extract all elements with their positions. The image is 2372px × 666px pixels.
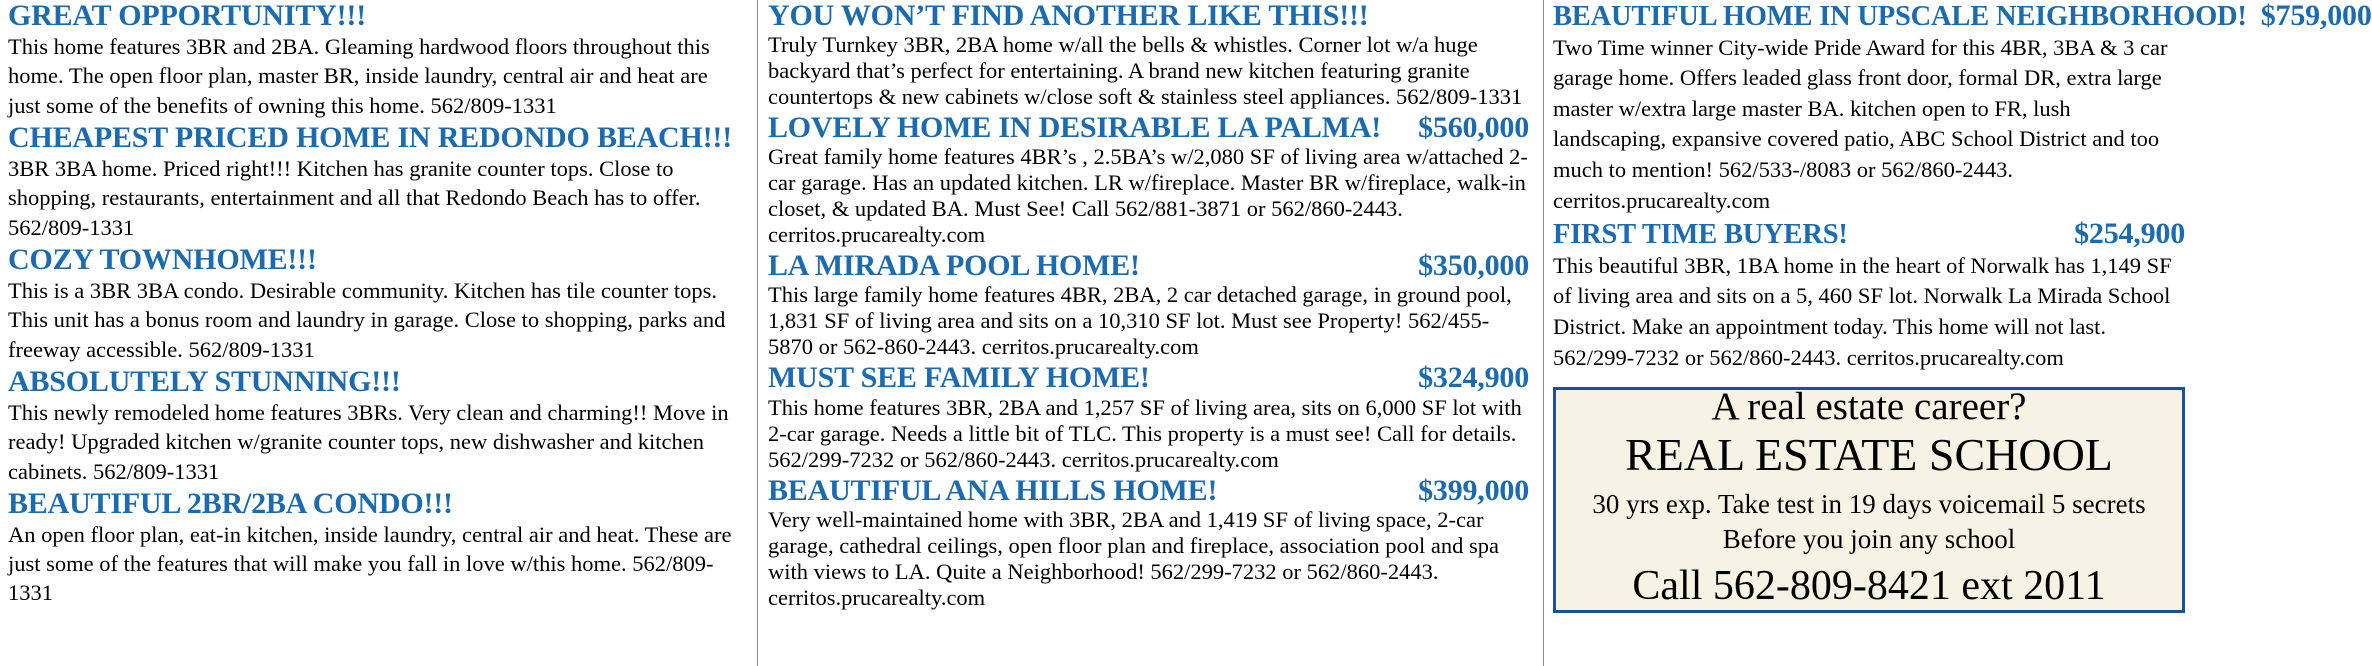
ad-headline bbox=[1553, 0, 2372, 32]
ad-headline bbox=[8, 0, 744, 31]
ad-listing bbox=[8, 0, 744, 120]
ad-headline-text: CHEAPEST PRICED HOME IN REDONDO BEACH!!! bbox=[8, 120, 732, 154]
school-phone: Call 562-809-8421 ext 2011 bbox=[1632, 562, 2106, 609]
ad-headline bbox=[8, 488, 744, 519]
ad-headline-text: COZY TOWNHOME!!! bbox=[8, 242, 317, 276]
ad-headline-text: FIRST TIME BUYERS! bbox=[1553, 219, 1848, 251]
ad-listing bbox=[8, 122, 744, 242]
ad-headline-text: BEAUTIFUL 2BR/2BA CONDO!!! bbox=[8, 486, 453, 520]
ad-listing bbox=[8, 366, 744, 486]
ad-listing bbox=[768, 362, 1529, 472]
ad-listing bbox=[768, 112, 1529, 248]
ad-headline bbox=[1553, 218, 2185, 250]
ad-listing bbox=[768, 475, 1529, 611]
ad-price: $254,900 bbox=[2074, 217, 2185, 251]
ad-column-3 bbox=[1545, 0, 2372, 666]
ad-headline-text: ABSOLUTELY STUNNING!!! bbox=[8, 364, 401, 398]
school-subtext: Before you join any school bbox=[1722, 523, 2016, 554]
ad-column-2 bbox=[760, 0, 1545, 666]
ad-price: $560,000 bbox=[1418, 111, 1529, 145]
ad-listing bbox=[8, 244, 744, 364]
ad-headline-text: LA MIRADA POOL HOME! bbox=[768, 249, 1140, 283]
ad-headline bbox=[8, 366, 744, 397]
ad-headline bbox=[768, 112, 1529, 143]
ad-price: $324,900 bbox=[1418, 361, 1529, 395]
ad-price: $350,000 bbox=[1418, 249, 1529, 283]
ad-price: $759,000 bbox=[2260, 0, 2372, 32]
ad-listing bbox=[768, 250, 1529, 360]
ad-headline bbox=[8, 122, 744, 153]
ad-headline bbox=[8, 244, 744, 275]
ad-headline-text: MUST SEE FAMILY HOME! bbox=[768, 361, 1150, 395]
ad-headline bbox=[768, 362, 1529, 393]
ad-headline-text: LOVELY HOME IN DESIRABLE LA PALMA! bbox=[768, 111, 1382, 145]
ad-price: $399,000 bbox=[1418, 473, 1529, 507]
ad-body-text: Great family home features 4BR’s , 2.5BA’s w/2,080 SF of living area w/attached 2-car garage. Has an updated kitchen. LR w/fireplace. Master BR w/fireplace, walk-in closet, & updated BA. Must See! Call 562/881-3871 or 562/860-2443. cerritos.prucarealty.com bbox=[768, 144, 1528, 248]
ad-body-text: Truly Turnkey 3BR, 2BA home w/all the bells & whistles. Corner lot w/a huge backyard that’s perfect for entertaining. A brand new kitchen featuring granite countertops & new cabinets w/close soft & stainless steel appliances. 562/809-1331 bbox=[768, 32, 1523, 110]
school-tagline: A real estate career? bbox=[1711, 385, 2027, 429]
ad-body-text: An open floor plan, eat-in kitchen, inside laundry, central air and heat. These are just some of the features that will make you fall in love w/this home. 562/809-1331 bbox=[8, 521, 732, 606]
ad-body-text: 3BR 3BA home. Priced right!!! Kitchen has granite counter tops. Close to shopping, restaurants, entertainment and all that Redondo Beach has to offer. 562/809-1331 bbox=[8, 156, 701, 240]
school-detail-line: 30 yrs exp. Take test in 19 days voicemail 5 secrets bbox=[1592, 488, 2146, 519]
ad-body-text: Very well-maintained home with 3BR, 2BA and 1,419 SF of living space, 2-car garage, cathedral ceilings, open floor plan and fireplace, association pool and spa with views to LA. Quite a Neighborhood! 562/299-7232 or 562/860-2443. cerritos.prucarealty.com bbox=[768, 506, 1499, 610]
real-estate-school-ad bbox=[1553, 387, 2185, 613]
ad-headline-text: YOU WON’T FIND ANOTHER LIKE THIS!!! bbox=[768, 0, 1369, 32]
ad-listing bbox=[768, 0, 1529, 110]
ad-headline-text: GREAT OPPORTUNITY!!! bbox=[8, 0, 367, 32]
ad-headline-text: BEAUTIFUL ANA HILLS HOME! bbox=[768, 473, 1218, 507]
ad-body-text: This beautiful 3BR, 1BA home in the heart of Norwalk has 1,149 SF of living area and sits on a 5, 460 SF lot. Norwalk La Mirada School District. Make an appointment today. This home will not last. 562/299-7232 or 562/860-2443. cerritos.prucarealty.com bbox=[1553, 252, 2172, 370]
ad-body-text: Two Time winner City-wide Pride Award for this 4BR, 3BA & 3 car garage home. Offers leaded glass front door, formal DR, extra large master w/extra large master BA. kitchen open to FR, lush landscaping, expansive covered patio, ABC School District and too much to mention! 562/533-/8083 or 562/860-2443. cerritos.prucarealty.com bbox=[1553, 34, 2168, 213]
ad-body-text: This large family home features 4BR, 2BA, 2 car detached garage, in ground pool, 1,831 SF of living area and sits on a 10,310 SF lot. Must see Property! 562/455-5870 or 562-860-2443. cerritos.prucarealty.com bbox=[768, 282, 1512, 360]
ad-body-text: This home features 3BR, 2BA and 1,257 SF of living area, sits on 6,000 SF lot with 2-car garage. Needs a little bit of TLC. This property is a must see! Call for details. 562/299-7232 or 562/860-2443. cerritos.prucarealty.com bbox=[768, 394, 1522, 472]
ad-body-text: This is a 3BR 3BA condo. Desirable community. Kitchen has tile counter tops. This unit has a bonus room and laundry in garage. Close to shopping, parks and freeway accessible. 562/809-1331 bbox=[8, 278, 726, 362]
ad-listing bbox=[8, 488, 744, 608]
ad-headline-text: BEAUTIFUL HOME IN UPSCALE NEIGHBORHOOD! bbox=[1553, 1, 2247, 32]
ad-headline bbox=[768, 250, 1529, 281]
ad-body-text: This newly remodeled home features 3BRs. Very clean and charming!! Move in ready! Upgraded kitchen w/granite counter tops, new dishwasher and kitchen cabinets. 562/809-1331 bbox=[8, 400, 729, 484]
ad-listing bbox=[1553, 0, 2372, 216]
ad-listing bbox=[1553, 218, 2185, 373]
ad-headline bbox=[768, 0, 1529, 31]
ad-body-text: This home features 3BR and 2BA. Gleaming hardwood floors throughout this home. The open floor plan, master BR, inside laundry, central air and heat are just some of the benefits of owning this home. 562/809-1331 bbox=[8, 34, 710, 118]
ad-headline bbox=[768, 475, 1529, 506]
school-name: REAL ESTATE SCHOOL bbox=[1625, 428, 2113, 480]
ad-column-1 bbox=[0, 0, 760, 666]
